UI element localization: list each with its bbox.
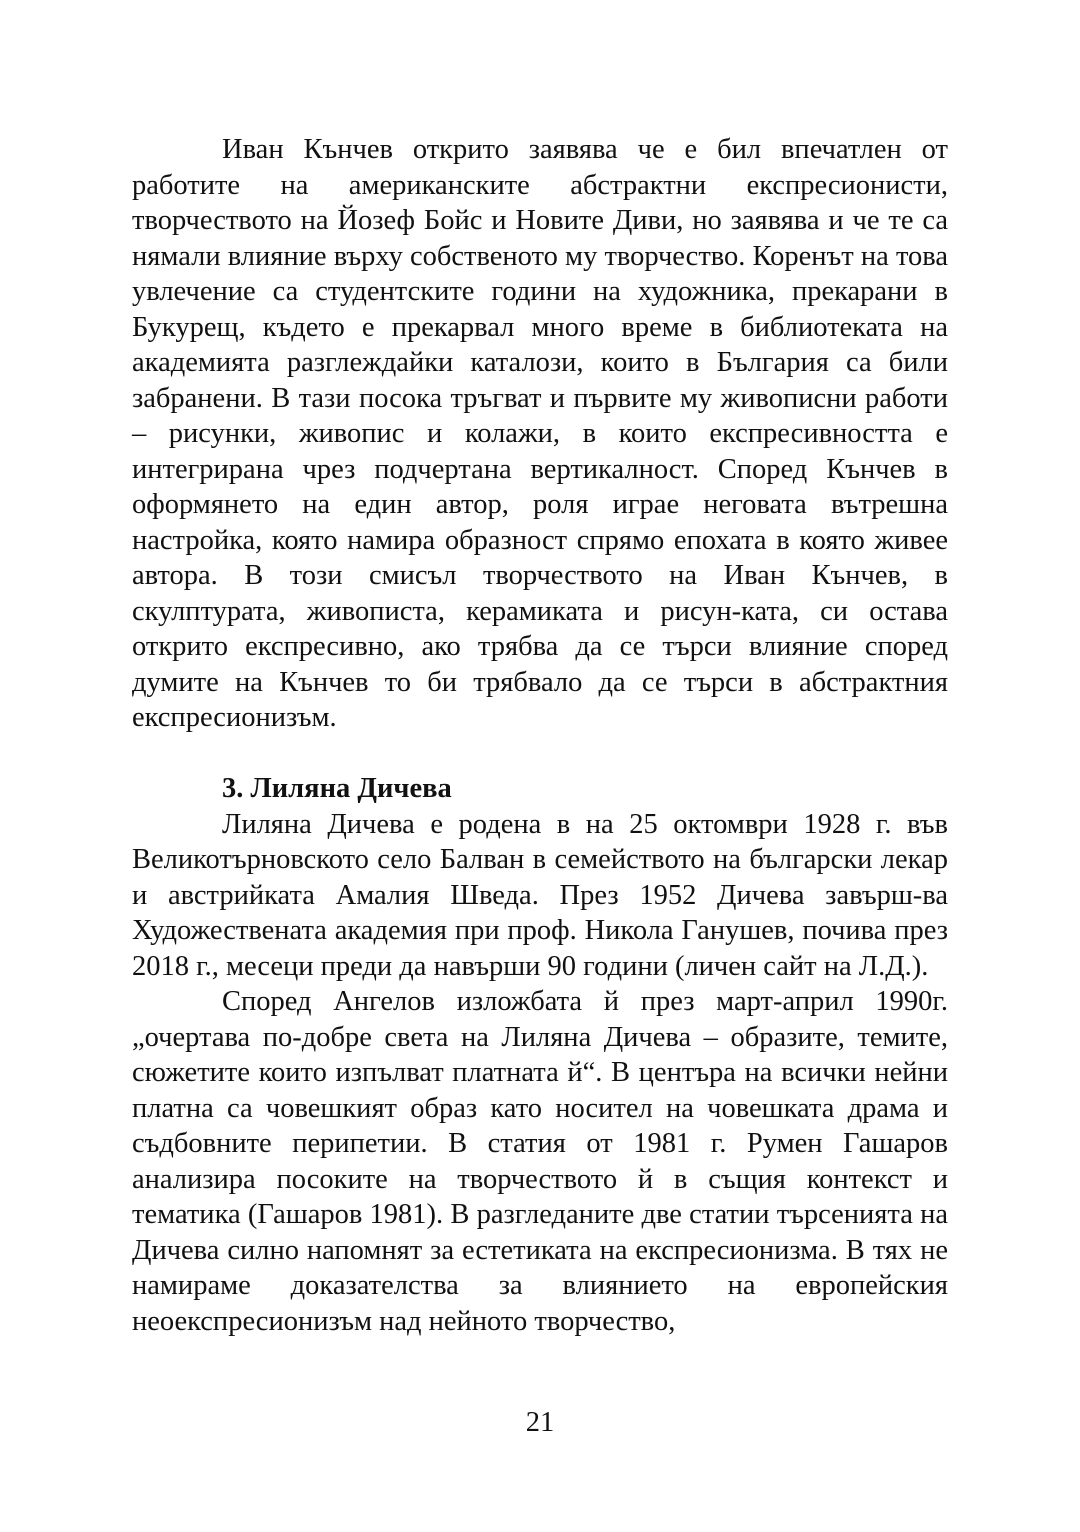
section-heading: 3. Лиляна Дичева (222, 773, 452, 804)
paragraph-kanchev-influences: Иван Кънчев открито заявява че е бил впечатлен от работите на американските абстрактни експресионисти, творчеството на Йозеф Бойс и Новите Диви, но заявява и че те са нямали влияние върху собственото му творчество. Коренът на това увлечение са студентските години на художника, прекарани в Букурещ, където е прекарвал много време в библиотеката на академията разглеждайки каталози, които в България са били забранени. В тази посока тръгват и първите му живописни работи – рисунки, живопис и колажи, в които експресивността е интегрирана чрез подчертана вертикалност. Според Кънчев в оформянето на един автор, роля играе неговата вътрешна настройка, която намира образност спрямо епохата в която живее автора. В този смисъл творчеството на Иван Кънчев, в скулптурата, живописта, керамиката и рисун-ката, си остава открито експресивно, ако трябва да се търси влияние според думите на Кънчев то би трябвало да се търси в абстрактния експресионизъм. (132, 134, 948, 733)
section-dicheva (132, 771, 948, 1339)
page-number: 21 (525, 1407, 555, 1438)
section-kanchev (132, 132, 948, 736)
paragraph-dicheva-exhibition: Според Ангелов изложбата й през март-април 1990г. „очертава по-добре света на Лиляна Дичева – образите, темите, сюжетите които изпълват платната й“. В центъра на всички нейни платна са човешкият образ като носител на човешката драма и съдбовните перипетии. В статия от 1981 г. Румен Гашаров анализира посоките на творчеството й в същия контекст и тематика (Гашаров 1981). В разгледаните две статии търсенията на Дичева силно напомнят за естетиката на експресионизма. В тях не намираме доказателства за влиянието на европейския неоекспресионизъм над нейното творчество, (132, 986, 948, 1337)
paragraph-dicheva-biography: Лиляна Дичева е родена в на 25 октомври 1928 г. във Великотърновското село Балван в семейството на български лекар и австрийката Амалия Шведа. През 1952 Дичева завърш-ва Художествената академия при проф. Никола Ганушев, почива през 2018 г., месеци преди да навърши 90 години (личен сайт на Л.Д.). (132, 808, 948, 982)
